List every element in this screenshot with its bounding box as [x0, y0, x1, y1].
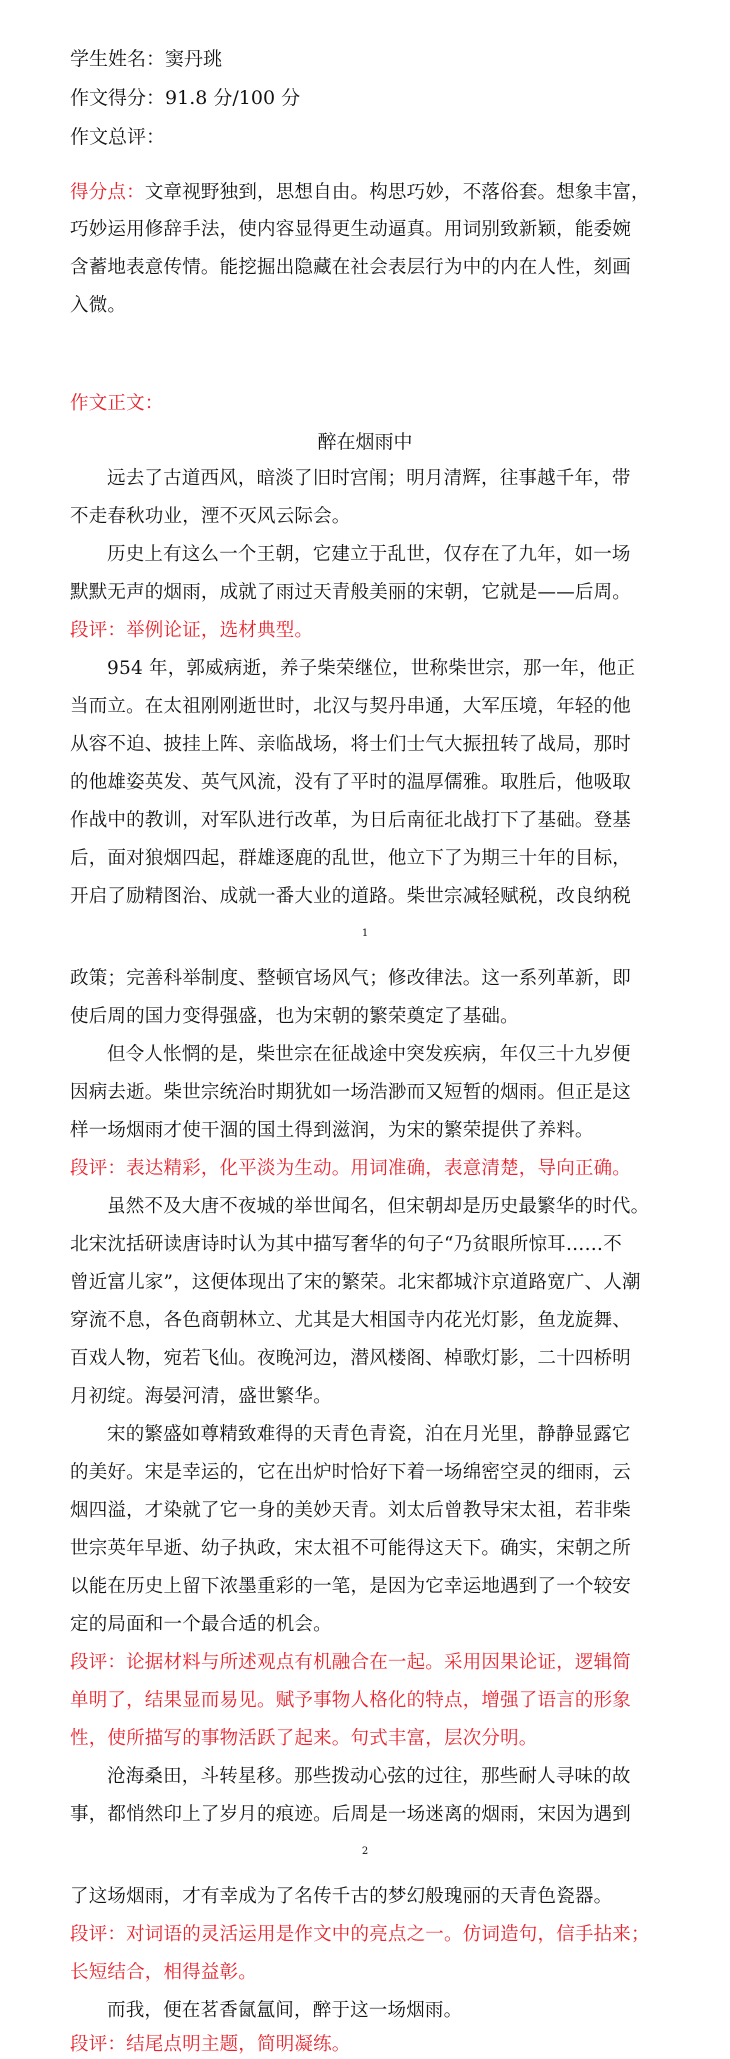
paragraph-6-line-4: 世宗英年早逝、幼子执政，宋太祖不可能得这天下。确实，宋朝之所 — [70, 1538, 632, 1559]
score-points-label: 得分点： — [70, 182, 145, 203]
paragraph-6-line-5: 以能在历史上留下浓墨重彩的一笔，是因为它幸运地遇到了一个较安 — [70, 1576, 632, 1597]
paragraph-1-line-2: 不走春秋功业，湮不灭风云际会。 — [70, 506, 351, 527]
paragraph-6-line-6: 定的局面和一个最合适的机会。 — [70, 1614, 332, 1635]
paragraph-5-line-5: 百戏人物，宛若飞仙。夜晚河边，潜风楼阁、棹歌灯影，二十四桥明 — [70, 1348, 632, 1369]
paragraph-6-line-1: 宋的繁盛如尊精致难得的天青色青瓷，泊在月光里，静静显露它 — [107, 1424, 631, 1445]
summary-label: 作文总评： — [70, 126, 166, 148]
score-points-line-2: 巧妙运用修辞手法，使内容显得更生动逼真。用词别致新颖，能委婉 — [70, 219, 632, 240]
paragraph-3-line-4: 的他雄姿英发、英气风流，没有了平时的温厚儒雅。取胜后，他吸取 — [70, 772, 632, 793]
paragraph-5-line-2: 北宋沈括研读唐诗时认为其中描写奢华的句子“乃贫眼所惊耳……不 — [70, 1234, 622, 1255]
page-number-1: 1 — [361, 928, 369, 939]
paragraph-6-line-3: 烟四溢，才染就了它一身的美妙天青。刘太后曾教导宋太祖，若非柴 — [70, 1500, 632, 1521]
paragraph-3-line-1: 954 年，郭威病逝，养子柴荣继位，世称柴世宗，那一年，他正 — [107, 658, 636, 679]
student-name-label: 学生姓名： — [70, 48, 166, 70]
paragraph-7-line-2: 事，都悄然印上了岁月的痕迹。后周是一场迷离的烟雨，宋因为遇到 — [70, 1804, 632, 1825]
paragraph-4-line-3: 样一场烟雨才使干涸的国土得到滋润，为宋的繁荣提供了养料。 — [70, 1120, 594, 1141]
score-points-line-1: 得分点：文章视野独到，思想自由。构思巧妙，不落俗套。想象丰富， — [70, 182, 650, 203]
score-label: 作文得分： — [70, 87, 166, 109]
comment-3-line-1: 段评：论据材料与所述观点有机融合在一起。采用因果论证，逻辑简 — [70, 1652, 632, 1673]
paragraph-2-line-1: 历史上有这么一个王朝，它建立于乱世，仅存在了九年，如一场 — [107, 544, 631, 565]
paragraph-3b-line-2: 使后周的国力变得强盛，也为宋朝的繁荣奠定了基础。 — [70, 1006, 519, 1027]
essay-title: 醉在烟雨中 — [317, 431, 413, 453]
comment-5: 段评：结尾点明主题，简明凝练。 — [70, 2034, 351, 2055]
score-value: 91.8 分/100 分 — [165, 87, 301, 109]
score-points-line-4: 入微。 — [70, 295, 127, 316]
paragraph-3-line-3: 从容不迫、披挂上阵、亲临战场，将士们士气大振扭转了战局，那时 — [70, 734, 632, 755]
comment-1: 段评：举例论证，选材典型。 — [70, 620, 314, 641]
paragraph-3b-line-1: 政策；完善科举制度、整顿官场风气；修改律法。这一系列革新，即 — [70, 968, 632, 989]
student-name-value: 窦丹珧 — [165, 48, 223, 70]
paragraph-2-line-2: 默默无声的烟雨，成就了雨过天青般美丽的宋朝，它就是——后周。 — [70, 582, 632, 603]
page-number-2: 2 — [361, 1846, 369, 1857]
comment-2: 段评：表达精彩，化平淡为生动。用词准确，表意清楚，导向正确。 — [70, 1158, 632, 1179]
paragraph-5-line-3: 曾近富儿家”，这便体现出了宋的繁荣。北宋都城汴京道路宽广、人潮 — [70, 1272, 641, 1293]
student-name-row — [70, 44, 222, 71]
comment-3-line-2: 单明了，结果显而易见。赋予事物人格化的特点，增强了语言的形象 — [70, 1690, 632, 1711]
paragraph-3-line-2: 当而立。在太祖刚刚逝世时，北汉与契丹串通，大军压境，年轻的他 — [70, 696, 632, 717]
comment-4-line-1: 段评：对词语的灵活运用是作文中的亮点之一。仿词造句，信手拈来； — [70, 1924, 650, 1945]
paragraph-8: 而我，便在茗香氤氲间，醉于这一场烟雨。 — [107, 2000, 463, 2021]
paragraph-5-line-6: 月初绽。海晏河清，盛世繁华。 — [70, 1386, 332, 1407]
paragraph-7b: 了这场烟雨，才有幸成为了名传千古的梦幻般瑰丽的天青色瓷器。 — [70, 1886, 613, 1907]
paragraph-5-line-1: 虽然不及大唐不夜城的举世闻名，但宋朝却是历史最繁华的时代。 — [107, 1196, 650, 1217]
score-points-line-3: 含蓄地表意传情。能挖掘出隐藏在社会表层行为中的内在人性，刻画 — [70, 257, 632, 278]
paragraph-3-line-5: 作战中的教训，对军队进行改革，为日后南征北战打下了基础。登基 — [70, 810, 632, 831]
paragraph-6-line-2: 的美好。宋是幸运的，它在出炉时恰好下着一场绵密空灵的细雨，云 — [70, 1462, 632, 1483]
comment-4-line-2: 长短结合，相得益彰。 — [70, 1962, 258, 1983]
paragraph-1-line-1: 远去了古道西风，暗淡了旧时宫闱；明月清辉，往事越千年，带 — [107, 468, 631, 489]
paragraph-3-line-7: 开启了励精图治、成就一番大业的道路。柴世宗减轻赋税，改良纳税 — [70, 886, 632, 907]
comment-3-line-3: 性，使所描写的事物活跃了起来。句式丰富，层次分明。 — [70, 1728, 538, 1749]
paragraph-3-line-6: 后，面对狼烟四起，群雄逐鹿的乱世，他立下了为期三十年的目标， — [70, 848, 632, 869]
paragraph-7-line-1: 沧海桑田，斗转星移。那些拨动心弦的过往，那些耐人寻味的故 — [107, 1766, 631, 1787]
score-row — [70, 83, 300, 110]
paragraph-5-line-4: 穿流不息，各色商朝林立、尤其是大相国寺内花光灯影，鱼龙旋舞、 — [70, 1310, 632, 1331]
paragraph-4-line-1: 但令人怅惘的是，柴世宗在征战途中突发疾病，年仅三十九岁便 — [107, 1044, 631, 1065]
paragraph-4-line-2: 因病去逝。柴世宗统治时期犹如一场浩渺而又短暂的烟雨。但正是这 — [70, 1082, 632, 1103]
essay-label: 作文正文： — [70, 393, 164, 414]
